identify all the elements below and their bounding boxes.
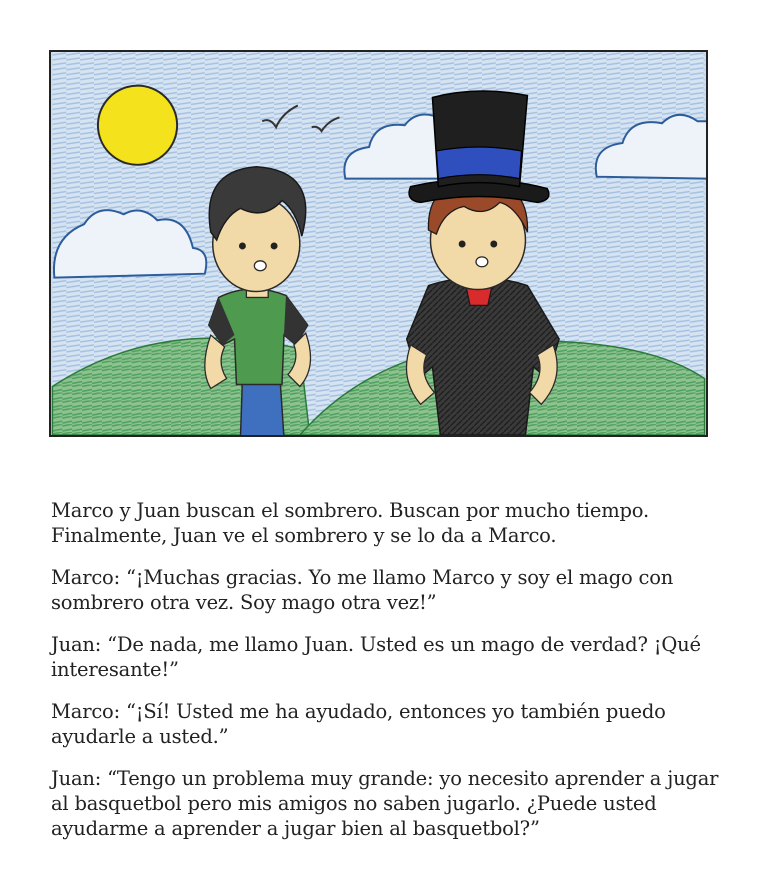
story-illustration [49, 50, 708, 437]
paragraph-marco-offer: Marco: “¡Sí! Usted me ha ayudado, entonces yo también puedo ayudarle a usted.” [51, 700, 666, 748]
paragraph-marco-thanks: Marco: “¡Muchas gracias. Yo me llamo Marco y soy el mago con sombrero otra vez. Soy mago otra vez!” [51, 566, 674, 614]
paragraph-juan-reply: Juan: “De nada, me llamo Juan. Usted es un mago de verdad? ¡Qué interesante!” [51, 633, 701, 681]
story-text [51, 498, 731, 858]
sun [98, 86, 177, 165]
paragraph-juan-request: Juan: “Tengo un problema muy grande: yo necesito aprender a jugar al basquetbol pero mis amigos no saben jugarlo. ¿Puede usted ayudarme a aprender a jugar bien al basquetbol?” [51, 767, 719, 840]
paragraph-narration: Marco y Juan buscan el sombrero. Buscan por mucho tiempo. Finalmente, Juan ve el sombrero y se lo da a Marco. [51, 499, 649, 547]
